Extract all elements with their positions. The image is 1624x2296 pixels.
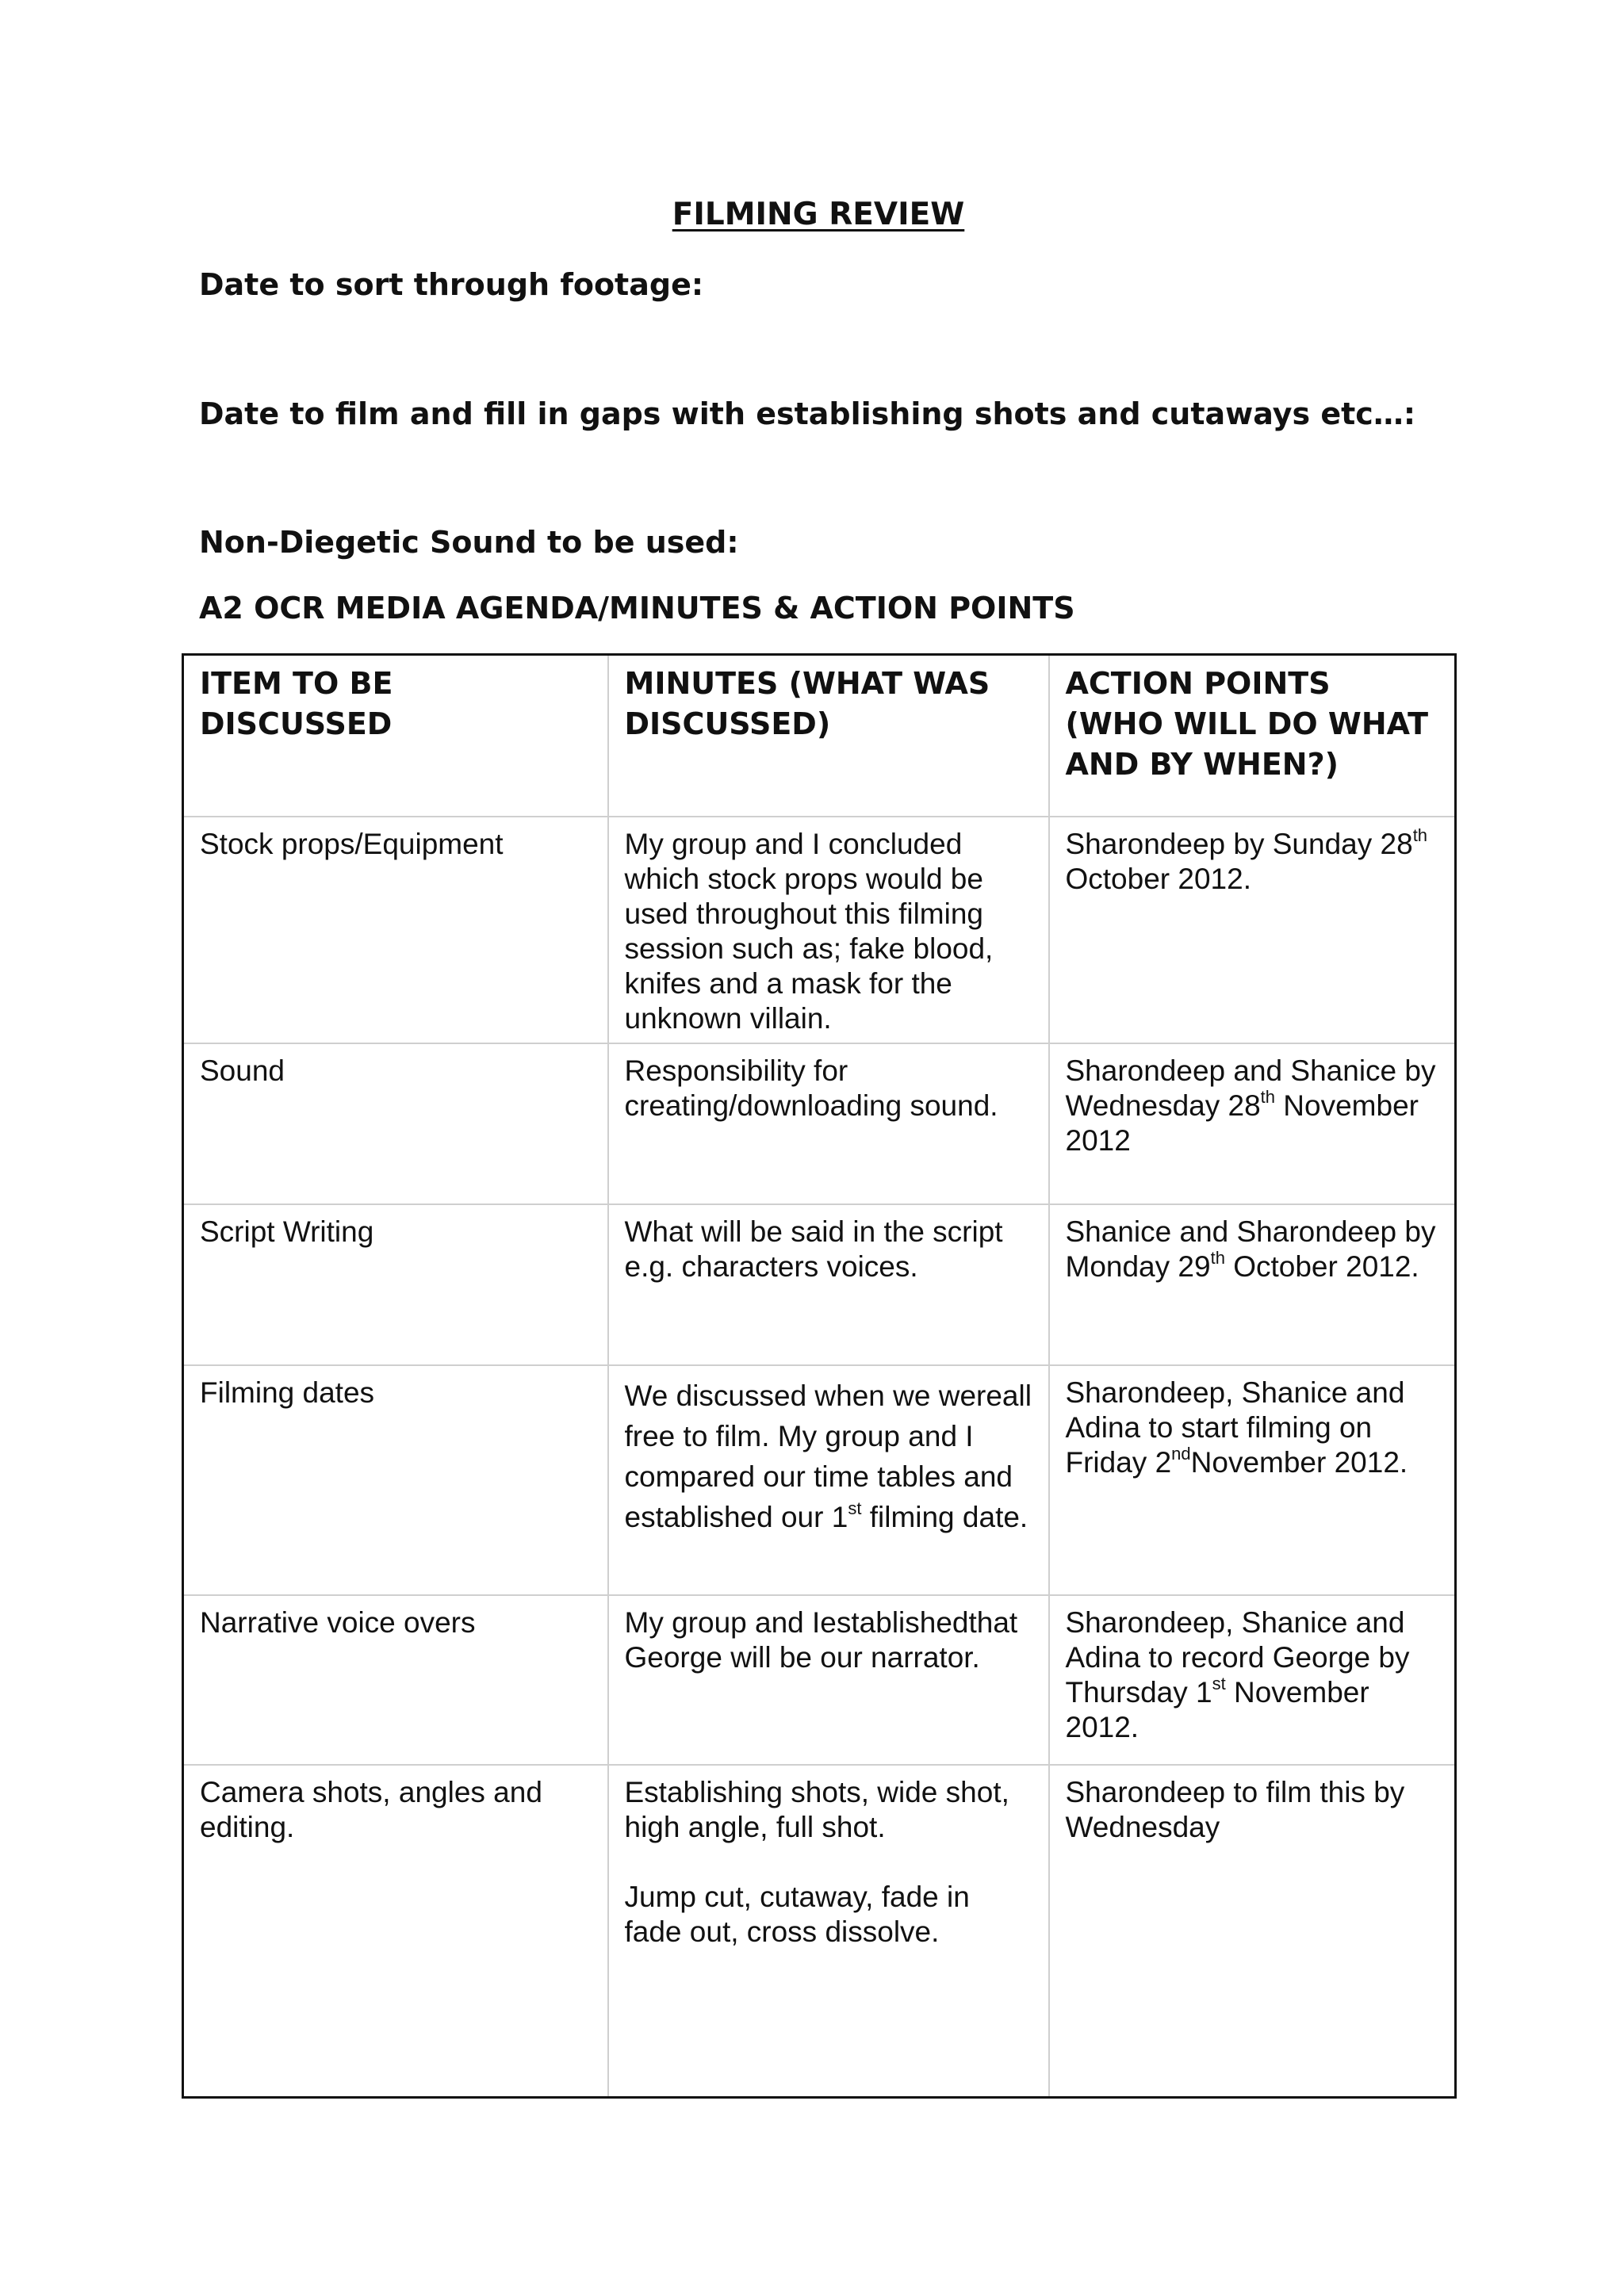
action-text: November 2012.	[1190, 1445, 1408, 1479]
agenda-table	[182, 653, 1457, 2099]
ordinal-suffix: nd	[1171, 1443, 1191, 1464]
heading-fill-gaps: Date to film and fill in gaps with establishing shots and cutaways etc…:	[199, 396, 1416, 431]
table-row	[183, 1043, 1456, 1204]
action-text: Sharondeep, Shanice and Adina to start filming on Friday 2	[1065, 1376, 1405, 1479]
minutes-text: We discussed when we wereall free to film. My group and I compared our time tables and established our 1	[624, 1379, 1032, 1533]
table-row	[183, 1765, 1456, 2098]
ordinal-suffix: th	[1260, 1086, 1276, 1107]
minutes-paragraph: Jump cut, cutaway, fade in fade out, cross dissolve.	[624, 1880, 970, 1948]
action-text: Sharondeep, Shanice and Adina to record George by Thursday 1	[1065, 1605, 1410, 1709]
action-cell	[1049, 1595, 1456, 1765]
minutes-cell	[608, 1365, 1049, 1595]
action-cell	[1049, 1365, 1456, 1595]
minutes-cell: My group and I concluded which stock props would be used throughout this filming session such as; fake blood, knifes and a mask for the unknown villain.	[608, 817, 1049, 1043]
table-row	[183, 1365, 1456, 1595]
action-text: November 2012	[1065, 1089, 1419, 1157]
minutes-cell: Responsibility for creating/downloading sound.	[608, 1043, 1049, 1204]
table-row	[183, 817, 1456, 1043]
item-cell: Narrative voice overs	[183, 1595, 608, 1765]
column-header-action-points: ACTION POINTS (WHO WILL DO WHAT AND BY WHEN?)	[1049, 655, 1456, 817]
ordinal-suffix: st	[1212, 1673, 1226, 1693]
item-cell: Camera shots, angles and editing.	[183, 1765, 608, 2098]
minutes-cell: My group and Iestablishedthat George will be our narrator.	[608, 1595, 1049, 1765]
minutes-paragraph: Establishing shots, wide shot, high angle, full shot.	[624, 1775, 1009, 1843]
ordinal-suffix: th	[1210, 1247, 1225, 1268]
action-text: Sharondeep and Shanice by Wednesday 28	[1065, 1054, 1436, 1122]
heading-agenda: A2 OCR MEDIA AGENDA/MINUTES & ACTION POINTS	[199, 591, 1075, 626]
heading-sort-footage: Date to sort through footage:	[199, 267, 704, 302]
ordinal-suffix: st	[848, 1498, 862, 1518]
minutes-cell: What will be said in the script e.g. characters voices.	[608, 1204, 1049, 1365]
item-cell: Filming dates	[183, 1365, 608, 1595]
ordinal-suffix: th	[1412, 825, 1428, 845]
action-cell	[1049, 817, 1456, 1043]
action-cell	[1049, 1043, 1456, 1204]
table-header-row	[183, 655, 1456, 817]
item-cell: Sound	[183, 1043, 608, 1204]
action-text: Shanice and Sharondeep by Monday 29	[1065, 1215, 1436, 1283]
column-header-item: ITEM TO BE DISCUSSED	[200, 666, 393, 741]
action-text: November 2012.	[1065, 1675, 1369, 1743]
column-header-minutes: MINUTES (WHAT WAS DISCUSSED)	[608, 655, 1049, 817]
page-title: FILMING REVIEW	[672, 197, 965, 232]
heading-non-diegetic-sound: Non-Diegetic Sound to be used:	[199, 525, 739, 560]
action-text: October 2012.	[1065, 862, 1251, 895]
minutes-text: filming date.	[861, 1500, 1028, 1533]
item-cell: Stock props/Equipment	[183, 817, 608, 1043]
minutes-cell	[608, 1765, 1049, 2098]
action-cell: Sharondeep to film this by Wednesday	[1049, 1765, 1456, 2098]
action-text: Sharondeep by Sunday 28	[1065, 827, 1413, 860]
item-cell: Script Writing	[183, 1204, 608, 1365]
action-cell	[1049, 1204, 1456, 1365]
table-row	[183, 1595, 1456, 1765]
action-text: October 2012.	[1224, 1249, 1419, 1283]
table-row	[183, 1204, 1456, 1365]
